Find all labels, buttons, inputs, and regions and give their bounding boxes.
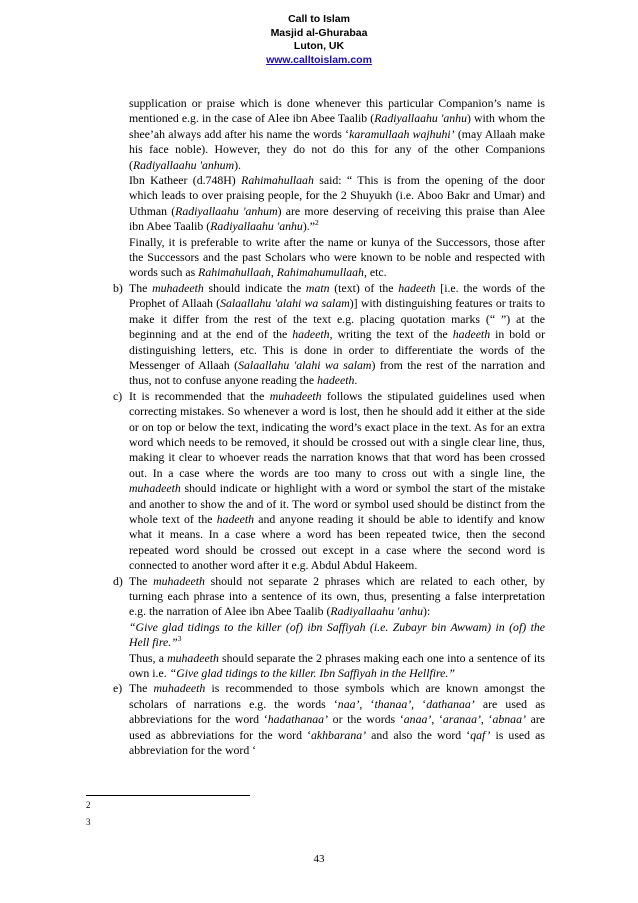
footnote-ref-3[interactable]: 3 [177,634,182,644]
paragraph-companion-praise: supplication or praise which is done whenever this particular Companion’s name is mentioned e.g. in the case of Alee ibn Abee Taalib (Radiyallaahu 'anhu) with whom the shee’ah always add after his name the words ‘karamullaah wajhuhi’ (may Allaah make his face noble). However, they do not do this for any of the other Companions (Radiyallaahu 'anhum). [129,96,546,172]
list-item-c: c) It is recommended that the muhadeeth follows the stipulated guidelines used when correcting mistakes. So whenever a word is lost, then he should add it either at the side or on top or below the text, indicating the word’s exact place in the text. As for an extra word which needs to be removed, it should be crossed out with a single clear line, thus, making it clear to whoever reads the narration knows that that word has been crossed out. In a case where the words are too many to cross out with a single line, the muhadeeth should indicate or highlight with a word or symbol the start of the mistake and another to show the and of it. The word or symbol used should be distinct from the whole text of the hadeeth and anyone reading it should be able to identify and know what it means. In a case where a word has been repeated twice, then the second repeated word should be crossed out except in a case where the second word is connected to another word after it e.g. Abdul Abdul Hakeem. [113,388,545,573]
footnote-ref-2[interactable]: 2 [314,218,319,228]
header-website-link[interactable]: www.calltoislam.com [266,53,372,66]
list-item-b: b) The muhadeeth should indicate the matn (text) of the hadeeth [i.e. the words of the Prophet of Allaah (Salaallahu 'alahi wa salam)] with distinguishing features or traits to make it differ from the rest of the text e.g. placing quotation marks (“ ”) at the beginning and at the end of the hadeeth, writing the text of the hadeeth in bold or distinguishing letters, etc. This is done in order to differentiate the words of the Messenger of Allaah (Salaallahu 'alahi wa salam) from the rest of the narration and thus, not to confuse anyone reading the hadeeth. [113,280,546,388]
footnote-divider [86,795,250,796]
quote-narration: “Give glad tidings to the killer (of) ibn Saffiyah (i.e. Zubayr bin Awwam) in (of) the Hell fire.”$^3$ [129,619,545,650]
list-label: d) [113,573,123,588]
list-label: c) [113,388,123,403]
list-label: e) [113,681,123,696]
header-masjid: Masjid al-Ghurabaa [270,26,368,39]
footnote-3: 3 [86,817,91,827]
paragraph-successors: Finally, it is preferable to write after the name or kunya of the Successors, those after the Successors and the past Scholars who were known to be noble and respected with words such as Rahimahullaah, Rahimahumullaah, etc. [129,234,545,280]
paragraph-separate-phrases: Thus, a muhadeeth should separate the 2 phrases making each one into a sentence of its own i.e. “Give glad tidings to the killer. Ibn Saffiyah in the Hellfire.” [129,650,545,681]
page-header [0,13,638,67]
header-location: Luton, UK [293,40,345,53]
list-item-d: d) The muhadeeth should not separate 2 phrases which are related to each other, by turning each phrase into a sentence of its own, thus, presenting a false interpretation e.g. the narration of Alee ibn Abee Taalib (Radiyallaahu 'anhu): [113,573,545,619]
page-number: 43 [313,853,325,865]
footnote-2: 2 [86,800,91,810]
list-item-e: e) The muhadeeth is recommended to those symbols which are known amongst the scholars of narrations e.g. the words ‘naa’, ‘thanaa’, ‘dathanaa’ are used as abbreviations for the word ‘hadathanaa’ or the words ‘anaa’, ‘aranaa’, ‘abnaa’ are used as abbreviations for the word ‘akhbarana’ and also the word ‘qaf’ is used as abbreviation for the word ‘ [113,681,546,758]
list-label: b) [113,280,123,295]
body-text [102,96,545,758]
header-org: Call to Islam [288,13,350,25]
paragraph-ibn-katheer: Ibn Katheer (d.748H) Rahimahullaah said: “ This is from the opening of the door which leads to over praising people, for the 2 Shuyukh (i.e. Aboo Bakr and Umar) and Uthman (Radiyallaahu 'anhum) are more deserving of receiving this praise than Alee ibn Abee Taalib (Radiyallaahu 'anhu).”$^2$ [129,173,545,234]
